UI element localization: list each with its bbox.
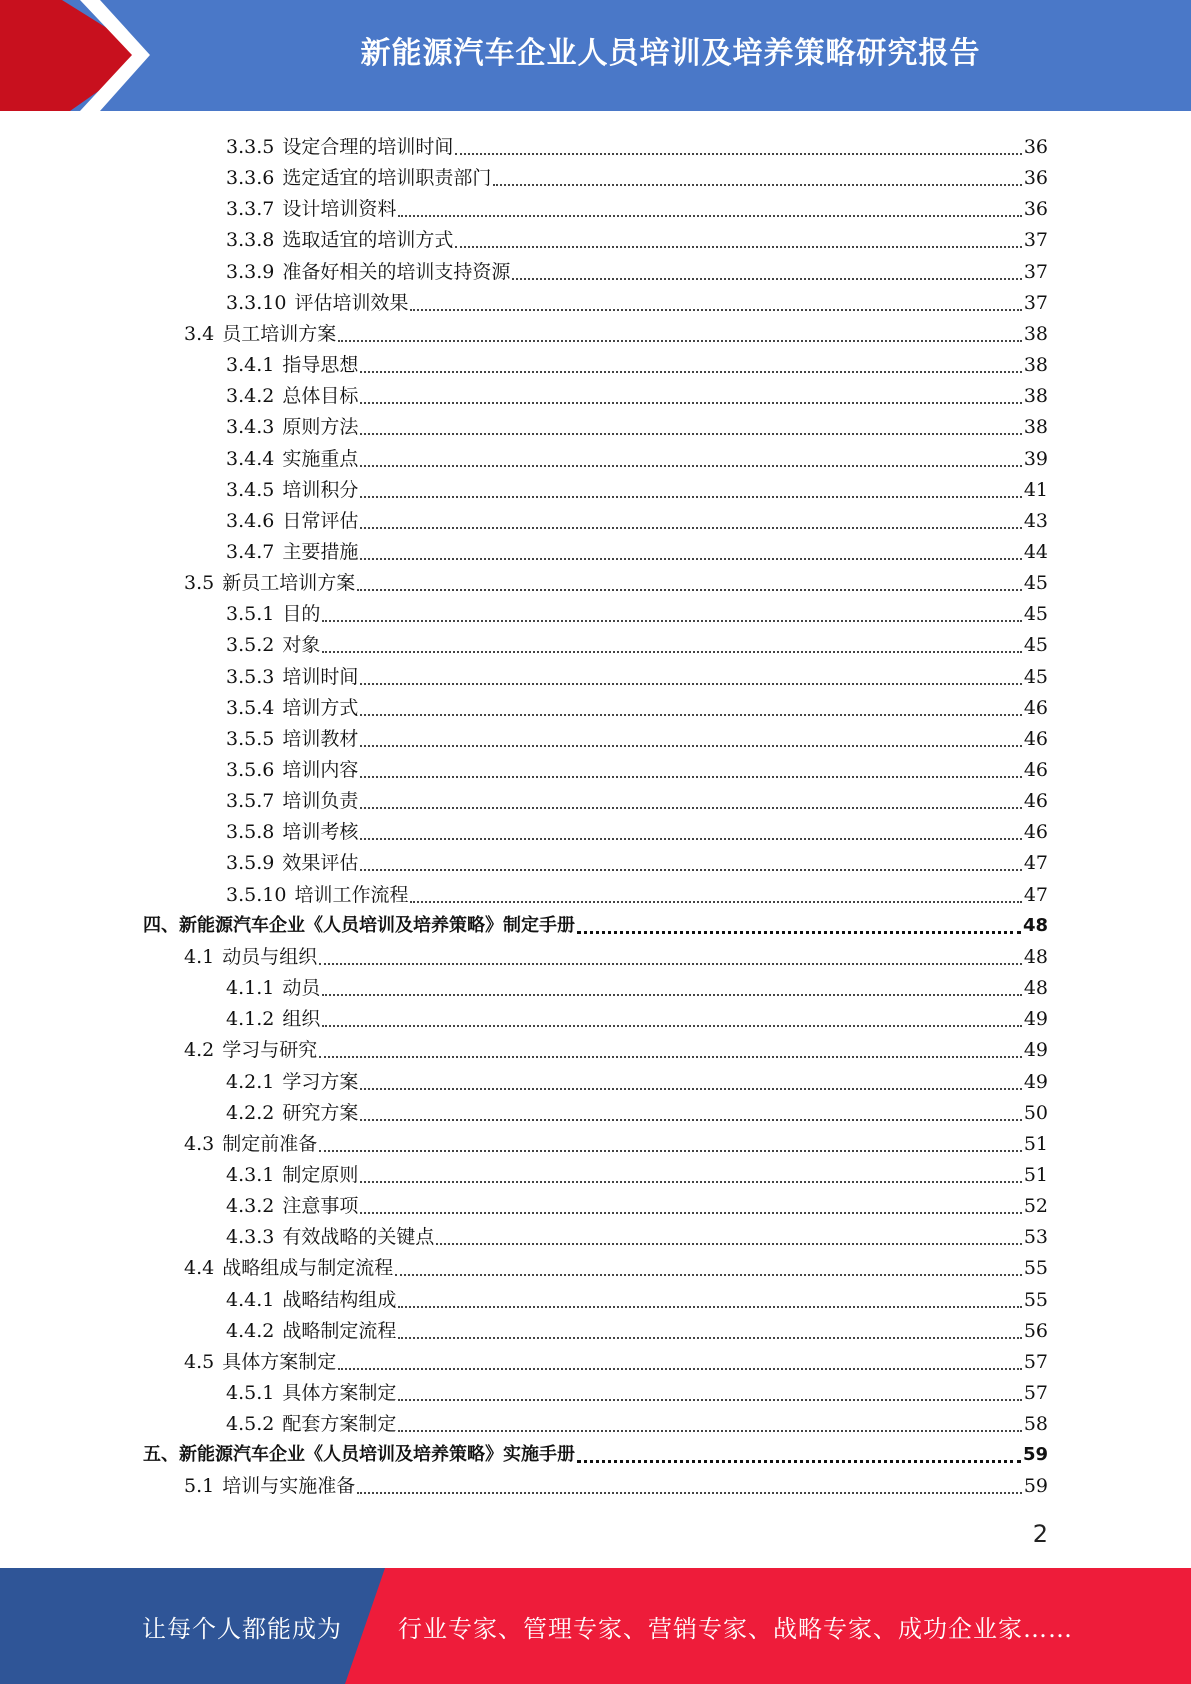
toc-entry[interactable] xyxy=(226,720,1048,751)
toc-entry[interactable] xyxy=(226,253,1048,284)
toc-entry[interactable] xyxy=(226,626,1048,657)
toc-entry[interactable] xyxy=(226,128,1048,159)
toc-entry-number: 4.3 xyxy=(184,1132,215,1155)
toc-entry-page: 38 xyxy=(1023,322,1048,345)
toc-dot-leader xyxy=(360,1181,1021,1183)
toc-entry[interactable] xyxy=(226,377,1048,408)
toc-entry-page: 41 xyxy=(1023,478,1048,501)
toc-dot-leader xyxy=(360,465,1021,467)
toc-entry[interactable] xyxy=(226,1281,1048,1312)
page-number: 2 xyxy=(1032,1520,1048,1548)
toc-entry-number: 4.1 xyxy=(184,945,215,968)
toc-entry-title: 制定前准备 xyxy=(222,1132,318,1155)
footer-slogan-right: 行业专家、管理专家、营销专家、战略专家、成功企业家…… xyxy=(398,1614,1073,1643)
toc-entry-page: 48 xyxy=(1023,977,1048,1000)
toc-entry-title: 五、新能源汽车企业《人员培训及培养策略》实施手册 xyxy=(143,1444,575,1466)
toc-entry[interactable] xyxy=(226,751,1048,782)
toc-dot-leader xyxy=(410,901,1021,903)
toc-entry-page: 48 xyxy=(1022,914,1048,936)
toc-entry-number: 3.4.6 xyxy=(226,509,275,532)
toc-entry[interactable] xyxy=(226,1187,1048,1218)
toc-entry-title: 培训时间 xyxy=(282,665,359,688)
toc-entry[interactable] xyxy=(184,1249,1048,1280)
toc-entry-title: 培训方式 xyxy=(282,696,359,719)
toc-entry[interactable] xyxy=(184,315,1048,346)
toc-entry-number: 3.5 xyxy=(184,572,215,595)
toc-entry-title: 学习与研究 xyxy=(222,1039,318,1062)
toc-entry[interactable] xyxy=(226,1063,1048,1094)
toc-entry[interactable] xyxy=(226,408,1048,439)
toc-dot-leader xyxy=(398,215,1021,217)
toc-entry-page: 55 xyxy=(1023,1288,1048,1311)
toc-dot-leader xyxy=(319,1056,1022,1058)
toc-dot-leader xyxy=(493,184,1021,186)
toc-entry-page: 52 xyxy=(1023,1195,1048,1218)
toc-entry[interactable] xyxy=(143,1436,1048,1467)
toc-dot-leader xyxy=(360,683,1021,685)
toc-entry-number: 3.4 xyxy=(184,322,215,345)
toc-entry-page: 46 xyxy=(1023,696,1048,719)
toc-entry-number: 4.4 xyxy=(184,1257,215,1280)
toc-entry-page: 58 xyxy=(1023,1413,1048,1436)
toc-entry[interactable] xyxy=(226,533,1048,564)
toc-entry-number: 4.3.3 xyxy=(226,1226,275,1249)
toc-entry-number: 3.5.8 xyxy=(226,821,275,844)
toc-entry-title: 主要措施 xyxy=(282,540,359,563)
toc-entry[interactable] xyxy=(226,284,1048,315)
toc-dot-leader xyxy=(360,1119,1021,1121)
toc-entry-page: 49 xyxy=(1023,1070,1048,1093)
toc-entry[interactable] xyxy=(226,159,1048,190)
toc-entry-title: 培训教材 xyxy=(282,727,359,750)
toc-entry[interactable] xyxy=(226,876,1048,907)
toc-entry-title: 设定合理的培训时间 xyxy=(282,136,454,158)
toc-entry-number: 3.4.4 xyxy=(226,447,275,470)
toc-entry[interactable] xyxy=(226,1000,1048,1031)
toc-dot-leader xyxy=(360,558,1021,560)
toc-entry-number: 4.4.2 xyxy=(226,1319,275,1342)
toc-entry-title: 动员 xyxy=(282,977,321,1000)
toc-entry[interactable] xyxy=(226,1374,1048,1405)
toc-entry-title: 具体方案制定 xyxy=(222,1350,337,1373)
toc-entry-page: 46 xyxy=(1023,790,1048,813)
toc-entry-number: 3.3.9 xyxy=(226,260,275,283)
toc-entry-page: 44 xyxy=(1023,540,1048,563)
toc-entry-title: 培训积分 xyxy=(282,478,359,501)
toc-entry-page: 55 xyxy=(1023,1257,1048,1280)
toc-entry-page: 49 xyxy=(1023,1008,1048,1031)
toc-entry-page: 37 xyxy=(1023,291,1048,314)
toc-entry-page: 46 xyxy=(1023,821,1048,844)
toc-dot-leader xyxy=(360,527,1021,529)
toc-entry-number: 3.3.6 xyxy=(226,167,275,190)
toc-entry[interactable] xyxy=(226,221,1048,252)
toc-dot-leader xyxy=(360,714,1021,716)
toc-entry-number: 3.3.7 xyxy=(226,198,275,221)
toc-entry[interactable] xyxy=(226,658,1048,689)
toc-entry-title: 指导思想 xyxy=(282,354,359,377)
toc-entry-page: 37 xyxy=(1023,260,1048,283)
toc-entry-page: 36 xyxy=(1023,198,1048,221)
toc-entry-title: 培训工作流程 xyxy=(294,883,409,906)
header-chevron-decoration xyxy=(0,0,150,111)
toc-entry[interactable] xyxy=(226,844,1048,875)
toc-dot-leader xyxy=(360,402,1021,404)
toc-entry-title: 培训内容 xyxy=(282,759,359,781)
toc-entry-number: 4.1.1 xyxy=(226,977,275,1000)
toc-entry[interactable] xyxy=(226,813,1048,844)
toc-entry-number: 4.5 xyxy=(184,1350,215,1373)
toc-entry[interactable] xyxy=(226,346,1048,377)
toc-entry-page: 38 xyxy=(1023,354,1048,377)
toc-entry-page: 50 xyxy=(1023,1101,1048,1124)
toc-dot-leader xyxy=(319,1150,1022,1152)
toc-entry-title: 四、新能源汽车企业《人员培训及培养策略》制定手册 xyxy=(143,914,575,936)
toc-entry-page: 48 xyxy=(1023,945,1048,968)
toc-entry-number: 4.1.2 xyxy=(226,1008,275,1031)
toc-entry[interactable] xyxy=(184,564,1048,595)
toc-dot-leader xyxy=(360,433,1021,435)
toc-entry-number: 5.1 xyxy=(184,1475,215,1498)
toc-entry-number: 3.3.5 xyxy=(226,136,275,158)
toc-dot-leader xyxy=(360,776,1021,778)
toc-dot-leader xyxy=(577,1460,1021,1463)
toc-entry-number: 3.4.1 xyxy=(226,354,275,377)
toc-entry-number: 3.5.1 xyxy=(226,603,275,626)
toc-entry[interactable] xyxy=(226,1094,1048,1125)
document-title: 新能源汽车企业人员培训及培养策略研究报告 xyxy=(360,36,981,71)
toc-entry-number: 3.5.5 xyxy=(226,727,275,750)
toc-entry-page: 59 xyxy=(1023,1475,1048,1498)
toc-entry[interactable] xyxy=(226,782,1048,813)
toc-entry-number: 3.4.2 xyxy=(226,385,275,408)
toc-entry-page: 45 xyxy=(1023,665,1048,688)
toc-dot-leader xyxy=(410,309,1021,311)
toc-entry-title: 学习方案 xyxy=(282,1070,359,1093)
toc-entry[interactable] xyxy=(226,969,1048,1000)
toc-entry-page: 45 xyxy=(1023,634,1048,657)
toc-dot-leader xyxy=(338,1368,1022,1370)
toc-entry-title: 日常评估 xyxy=(282,509,359,532)
footer-slogan-left: 让每个人都能成为 xyxy=(142,1614,342,1643)
toc-dot-leader xyxy=(455,153,1021,155)
toc-entry-number: 3.5.2 xyxy=(226,634,275,657)
toc-entry-page: 56 xyxy=(1023,1319,1048,1342)
toc-dot-leader xyxy=(436,1243,1021,1245)
toc-dot-leader xyxy=(322,620,1021,622)
toc-entry[interactable] xyxy=(226,595,1048,626)
toc-entry-number: 3.5.7 xyxy=(226,790,275,813)
toc-entry-title: 实施重点 xyxy=(282,447,359,470)
toc-entry-number: 3.3.8 xyxy=(226,229,275,252)
toc-entry-number: 4.5.1 xyxy=(226,1382,275,1404)
toc-entry[interactable] xyxy=(226,502,1048,533)
toc-entry-title: 对象 xyxy=(282,634,321,657)
toc-entry[interactable] xyxy=(143,907,1048,938)
toc-entry-number: 4.3.1 xyxy=(226,1163,275,1186)
toc-entry[interactable] xyxy=(226,1405,1048,1436)
toc-dot-leader xyxy=(577,931,1021,934)
toc-entry-page: 47 xyxy=(1023,852,1048,875)
toc-dot-leader xyxy=(360,496,1021,498)
toc-entry-title: 动员与组织 xyxy=(222,945,318,968)
toc-entry-number: 4.2.1 xyxy=(226,1070,275,1093)
toc-entry-page: 51 xyxy=(1023,1163,1048,1186)
toc-entry-number: 3.5.4 xyxy=(226,696,275,719)
toc-entry-title: 组织 xyxy=(282,1008,321,1031)
toc-entry-number: 3.4.7 xyxy=(226,540,275,563)
toc-dot-leader xyxy=(398,1337,1021,1339)
toc-entry-title: 准备好相关的培训支持资源 xyxy=(282,260,511,283)
toc-entry[interactable] xyxy=(226,689,1048,720)
toc-entry-number: 3.4.5 xyxy=(226,478,275,501)
toc-entry-number: 3.5.6 xyxy=(226,759,275,781)
toc-entry-title: 培训与实施准备 xyxy=(222,1475,356,1498)
toc-dot-leader xyxy=(322,651,1021,653)
toc-entry-page: 49 xyxy=(1023,1039,1048,1062)
toc-dot-leader xyxy=(360,371,1021,373)
toc-entry-page: 47 xyxy=(1023,883,1048,906)
toc-entry[interactable] xyxy=(184,1125,1048,1156)
toc-dot-leader xyxy=(360,1212,1021,1214)
toc-entry[interactable] xyxy=(184,938,1048,969)
toc-entry-number: 4.4.1 xyxy=(226,1288,275,1311)
toc-entry-number: 4.3.2 xyxy=(226,1195,275,1218)
toc-entry-number: 4.2.2 xyxy=(226,1101,275,1124)
toc-entry-title: 新员工培训方案 xyxy=(222,572,356,595)
toc-entry-page: 39 xyxy=(1023,447,1048,470)
toc-entry-page: 46 xyxy=(1023,759,1048,781)
toc-entry-page: 38 xyxy=(1023,416,1048,439)
toc-entry-title: 培训考核 xyxy=(282,821,359,844)
toc-entry-title: 选定适宜的培训职责部门 xyxy=(282,167,492,190)
toc-entry[interactable] xyxy=(226,1312,1048,1343)
toc-entry-page: 36 xyxy=(1023,167,1048,190)
page-footer xyxy=(0,1568,1191,1684)
toc-entry-page: 51 xyxy=(1023,1132,1048,1155)
toc-entry[interactable] xyxy=(184,1031,1048,1062)
toc-entry[interactable] xyxy=(184,1467,1048,1498)
toc-entry-title: 战略结构组成 xyxy=(282,1288,397,1311)
toc-entry-title: 设计培训资料 xyxy=(282,198,397,221)
toc-entry-page: 45 xyxy=(1023,572,1048,595)
toc-entry-number: 4.2 xyxy=(184,1039,215,1062)
toc-entry-title: 注意事项 xyxy=(282,1195,359,1218)
toc-entry[interactable] xyxy=(226,190,1048,221)
toc-dot-leader xyxy=(512,278,1021,280)
toc-entry-title: 战略组成与制定流程 xyxy=(222,1257,394,1280)
toc-entry-number: 3.4.3 xyxy=(226,416,275,439)
toc-entry[interactable] xyxy=(226,471,1048,502)
page-header xyxy=(0,0,1191,111)
toc-entry-page: 46 xyxy=(1023,727,1048,750)
toc-dot-leader xyxy=(360,807,1021,809)
toc-dot-leader xyxy=(322,1025,1021,1027)
toc-entry[interactable] xyxy=(226,1218,1048,1249)
toc-dot-leader xyxy=(319,963,1022,965)
toc-dot-leader xyxy=(395,1274,1022,1276)
toc-entry-title: 效果评估 xyxy=(282,852,359,875)
toc-entry-title: 有效战略的关键点 xyxy=(282,1226,435,1249)
toc-entry-page: 53 xyxy=(1023,1226,1048,1249)
toc-dot-leader xyxy=(360,745,1021,747)
toc-entry-title: 目的 xyxy=(282,603,321,626)
toc-entry-number: 3.5.3 xyxy=(226,665,275,688)
toc-entry-title: 原则方法 xyxy=(282,416,359,439)
toc-entry-page: 43 xyxy=(1023,509,1048,532)
toc-entry-page: 57 xyxy=(1023,1382,1048,1404)
toc-entry-page: 38 xyxy=(1023,385,1048,408)
toc-dot-leader xyxy=(357,1492,1022,1494)
toc-dot-leader xyxy=(360,1088,1021,1090)
toc-entry-title: 研究方案 xyxy=(282,1101,359,1124)
toc-dot-leader xyxy=(322,994,1021,996)
toc-entry-title: 评估培训效果 xyxy=(294,291,409,314)
toc-dot-leader xyxy=(398,1306,1021,1308)
toc-entry-page: 45 xyxy=(1023,603,1048,626)
toc-entry-title: 总体目标 xyxy=(282,385,359,408)
toc-entry[interactable] xyxy=(184,1343,1048,1374)
toc-entry-title: 培训负责 xyxy=(282,790,359,813)
toc-entry[interactable] xyxy=(226,1156,1048,1187)
toc-dot-leader xyxy=(455,246,1021,248)
toc-entry-title: 配套方案制定 xyxy=(282,1413,397,1436)
toc-entry-page: 59 xyxy=(1022,1444,1048,1466)
toc-entry-page: 57 xyxy=(1023,1350,1048,1373)
toc-entry-number: 3.3.10 xyxy=(226,291,287,314)
toc-dot-leader xyxy=(360,838,1021,840)
toc-entry[interactable] xyxy=(226,440,1048,471)
toc-dot-leader xyxy=(360,869,1021,871)
toc-dot-leader xyxy=(338,340,1022,342)
toc-entry-title: 制定原则 xyxy=(282,1163,359,1186)
toc-dot-leader xyxy=(398,1430,1021,1432)
toc-entry-number: 3.5.10 xyxy=(226,883,287,906)
toc-entry-title: 员工培训方案 xyxy=(222,322,337,345)
toc-entry-page: 37 xyxy=(1023,229,1048,252)
toc-entry-title: 战略制定流程 xyxy=(282,1319,397,1342)
toc-dot-leader xyxy=(398,1399,1021,1401)
toc-entry-number: 3.5.9 xyxy=(226,852,275,875)
toc-entry-title: 选取适宜的培训方式 xyxy=(282,229,454,252)
toc-dot-leader xyxy=(357,589,1022,591)
toc-entry-number: 4.5.2 xyxy=(226,1413,275,1436)
toc-entry-page: 36 xyxy=(1023,136,1048,158)
toc-entry-title: 具体方案制定 xyxy=(282,1382,397,1404)
